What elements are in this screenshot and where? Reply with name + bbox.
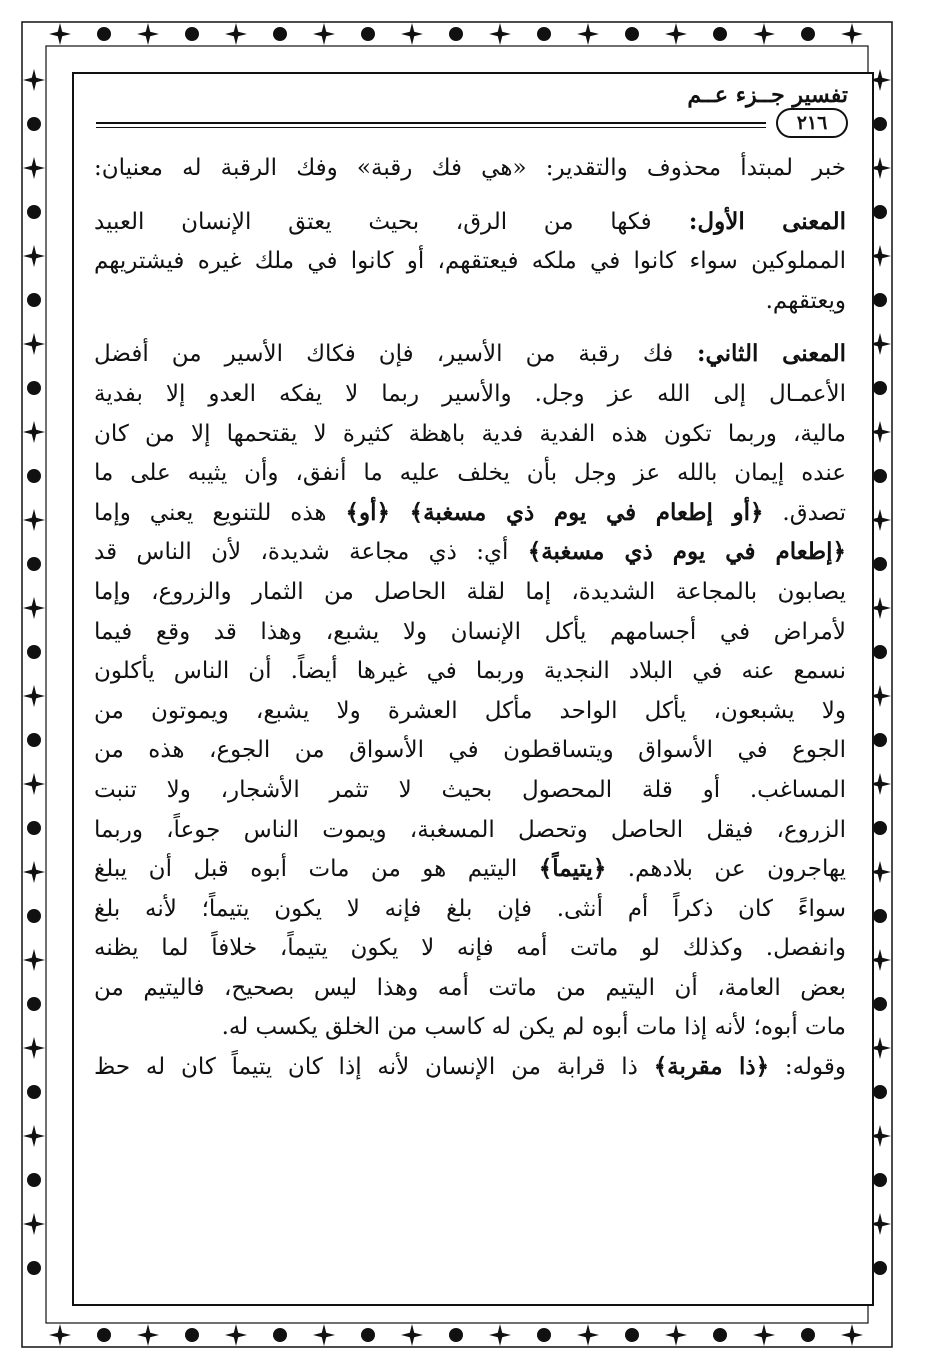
border-star-ornament bbox=[23, 773, 45, 795]
text-line: وقوله: ﴿ذا مقربة﴾ ذا قرابة من الإنسان لأنه إذا كان يتيماً كان له حظ bbox=[94, 1053, 846, 1081]
border-disc-ornament bbox=[273, 27, 287, 41]
border-disc-ornament bbox=[537, 27, 551, 41]
border-star-ornament bbox=[225, 23, 247, 45]
border-star-ornament bbox=[753, 1324, 775, 1346]
border-disc-ornament bbox=[185, 1328, 199, 1342]
text-line: المساغب. أو قلة المحصول بحيث لا تثمر الأشجار، ولا تنبت bbox=[94, 776, 846, 803]
border-disc-ornament bbox=[27, 1261, 41, 1275]
border-disc-ornament bbox=[873, 117, 887, 131]
border-star-ornament bbox=[23, 245, 45, 267]
border-star-ornament bbox=[137, 23, 159, 45]
body-text bbox=[94, 148, 846, 1087]
border-star-ornament bbox=[401, 23, 423, 45]
border-disc-ornament bbox=[97, 27, 111, 41]
border-disc-ornament bbox=[27, 645, 41, 659]
border-disc-ornament bbox=[873, 381, 887, 395]
border-star-ornament bbox=[841, 23, 863, 45]
border-disc-ornament bbox=[873, 293, 887, 307]
border-disc-ornament bbox=[873, 645, 887, 659]
border-star-ornament bbox=[23, 685, 45, 707]
border-star-ornament bbox=[23, 861, 45, 883]
border-disc-ornament bbox=[873, 469, 887, 483]
border-disc-ornament bbox=[873, 1085, 887, 1099]
text-line: مالية، وربما تكون هذه الفدية فدية باهظة كثيرة لا يقتحمها إلا من كان bbox=[94, 420, 846, 447]
border-star-ornament bbox=[665, 1324, 687, 1346]
border-star-ornament bbox=[489, 23, 511, 45]
text-line: ويعتقهم. bbox=[765, 287, 846, 314]
text-line: وانفصل. وكذلك لو ماتت أمه فإنه لا يكون يتيماً، خلافاً لما يظنه bbox=[94, 935, 846, 962]
border-disc-ornament bbox=[801, 1328, 815, 1342]
border-disc-ornament bbox=[873, 1261, 887, 1275]
text-line: المعنى الأول: فكها من الرق، بحيث يعتق الإنسان العبيد bbox=[94, 207, 846, 235]
border-star-ornament bbox=[23, 597, 45, 619]
text-line: يهاجرون عن بلادهم. ﴿يتيماً﴾ اليتيم هو من مات أبوه قبل أن يبلغ bbox=[94, 855, 846, 883]
border-star-ornament bbox=[49, 1324, 71, 1346]
text-line: لأمراض في أجسامهم يأكل الإنسان ولا يشبع، وهذا قد وقع فيما bbox=[94, 618, 846, 645]
border-disc-ornament bbox=[873, 733, 887, 747]
border-star-ornament bbox=[23, 1213, 45, 1235]
page-header bbox=[96, 80, 854, 140]
border-disc-ornament bbox=[713, 27, 727, 41]
border-star-ornament bbox=[23, 1037, 45, 1059]
text-line: خبر لمبتدأ محذوف والتقدير: «هي فك رقبة» وفك الرقبة له معنيان: bbox=[94, 155, 846, 181]
border-disc-ornament bbox=[537, 1328, 551, 1342]
text-line: تصدق. ﴿أو إطعام في يوم ذي مسغبة﴾ ﴿أو﴾ هذه للتنويع يعني وإما bbox=[94, 498, 846, 526]
page-number: ٢١٦ bbox=[776, 108, 848, 138]
border-disc-ornament bbox=[873, 821, 887, 835]
border-disc-ornament bbox=[27, 557, 41, 571]
border-disc-ornament bbox=[361, 1328, 375, 1342]
border-star-ornament bbox=[49, 23, 71, 45]
text-line: بعض العامة، أن اليتيم من ماتت أمه وهذا ليس بصحيح، فاليتيم من bbox=[94, 974, 846, 1001]
text-line: الجوع في الأسواق ويتساقطون في الأسواق من الجوع، هذه من bbox=[94, 737, 846, 764]
border-disc-ornament bbox=[27, 205, 41, 219]
border-disc-ornament bbox=[873, 557, 887, 571]
text-line: مات أبوه؛ لأنه إذا مات أبوه لم يكن له كاسب من الخلق يكسب له. bbox=[221, 1014, 846, 1041]
border-disc-ornament bbox=[873, 997, 887, 1011]
border-disc-ornament bbox=[873, 1173, 887, 1187]
border-disc-ornament bbox=[185, 27, 199, 41]
border-disc-ornament bbox=[625, 27, 639, 41]
text-line: ولا يشبعون، يأكل الواحد مأكل العشرة ولا يشبع، ويموتون من bbox=[94, 697, 846, 724]
border-disc-ornament bbox=[449, 27, 463, 41]
border-star-ornament bbox=[841, 1324, 863, 1346]
border-disc-ornament bbox=[713, 1328, 727, 1342]
border-disc-ornament bbox=[273, 1328, 287, 1342]
border-star-ornament bbox=[137, 1324, 159, 1346]
border-star-ornament bbox=[23, 949, 45, 971]
border-star-ornament bbox=[313, 23, 335, 45]
border-star-ornament bbox=[225, 1324, 247, 1346]
border-star-ornament bbox=[577, 1324, 599, 1346]
border-disc-ornament bbox=[27, 733, 41, 747]
border-star-ornament bbox=[23, 157, 45, 179]
border-disc-ornament bbox=[449, 1328, 463, 1342]
border-disc-ornament bbox=[625, 1328, 639, 1342]
border-star-ornament bbox=[23, 333, 45, 355]
text-line: نسمع عنه في البلاد النجدية وربما في غيرها أيضاً. أن الناس يأكلون bbox=[94, 658, 846, 685]
border-star-ornament bbox=[577, 23, 599, 45]
border-disc-ornament bbox=[361, 27, 375, 41]
running-title: تفسير جــزء عــم bbox=[687, 82, 848, 108]
border-star-ornament bbox=[401, 1324, 423, 1346]
border-star-ornament bbox=[753, 23, 775, 45]
border-star-ornament bbox=[23, 69, 45, 91]
border-star-ornament bbox=[489, 1324, 511, 1346]
border-disc-ornament bbox=[27, 1173, 41, 1187]
border-disc-ornament bbox=[873, 205, 887, 219]
border-star-ornament bbox=[665, 23, 687, 45]
border-disc-ornament bbox=[27, 821, 41, 835]
text-line: الزروع، فيقل الحاصل وتحصل المسغبة، ويموت الناس جوعاً، وربما bbox=[94, 816, 846, 843]
text-line: ﴿إطعام في يوم ذي مسغبة﴾ أي: ذي مجاعة شديدة، لأن الناس قد bbox=[94, 538, 846, 566]
border-disc-ornament bbox=[801, 27, 815, 41]
border-disc-ornament bbox=[27, 293, 41, 307]
header-rule bbox=[96, 122, 766, 128]
text-line: عنده إيمان بالله عز وجل بأن يخلف عليه ما أنفق، وأن يثيبه على ما bbox=[94, 460, 846, 487]
border-star-ornament bbox=[23, 421, 45, 443]
text-line: يصابون بالمجاعة الشديدة، إما لقلة الحاصل من الثمار والزروع، وإما bbox=[94, 578, 846, 605]
border-star-ornament bbox=[313, 1324, 335, 1346]
border-disc-ornament bbox=[27, 381, 41, 395]
border-disc-ornament bbox=[27, 1085, 41, 1099]
border-disc-ornament bbox=[27, 909, 41, 923]
border-star-ornament bbox=[23, 1125, 45, 1147]
text-line: الأعمـال إلى الله عز وجل. والأسير ربما لا يفكه العدو إلا بفدية bbox=[94, 380, 846, 407]
text-line: المعنى الثاني: فك رقبة من الأسير، فإن فكاك الأسير من أفضل bbox=[94, 340, 846, 368]
border-disc-ornament bbox=[97, 1328, 111, 1342]
border-disc-ornament bbox=[27, 469, 41, 483]
text-line: المملوكين سواء كانوا في ملكه فيعتقهم، أو كانوا في ملك غيره فيشتريهم bbox=[94, 248, 846, 275]
border-disc-ornament bbox=[873, 909, 887, 923]
border-disc-ornament bbox=[27, 997, 41, 1011]
text-line: سواءً كان ذكراً أم أنثى. فإن بلغ فإنه لا يكون يتيماً؛ لأنه بلغ bbox=[94, 895, 846, 922]
border-star-ornament bbox=[23, 509, 45, 531]
border-disc-ornament bbox=[27, 117, 41, 131]
